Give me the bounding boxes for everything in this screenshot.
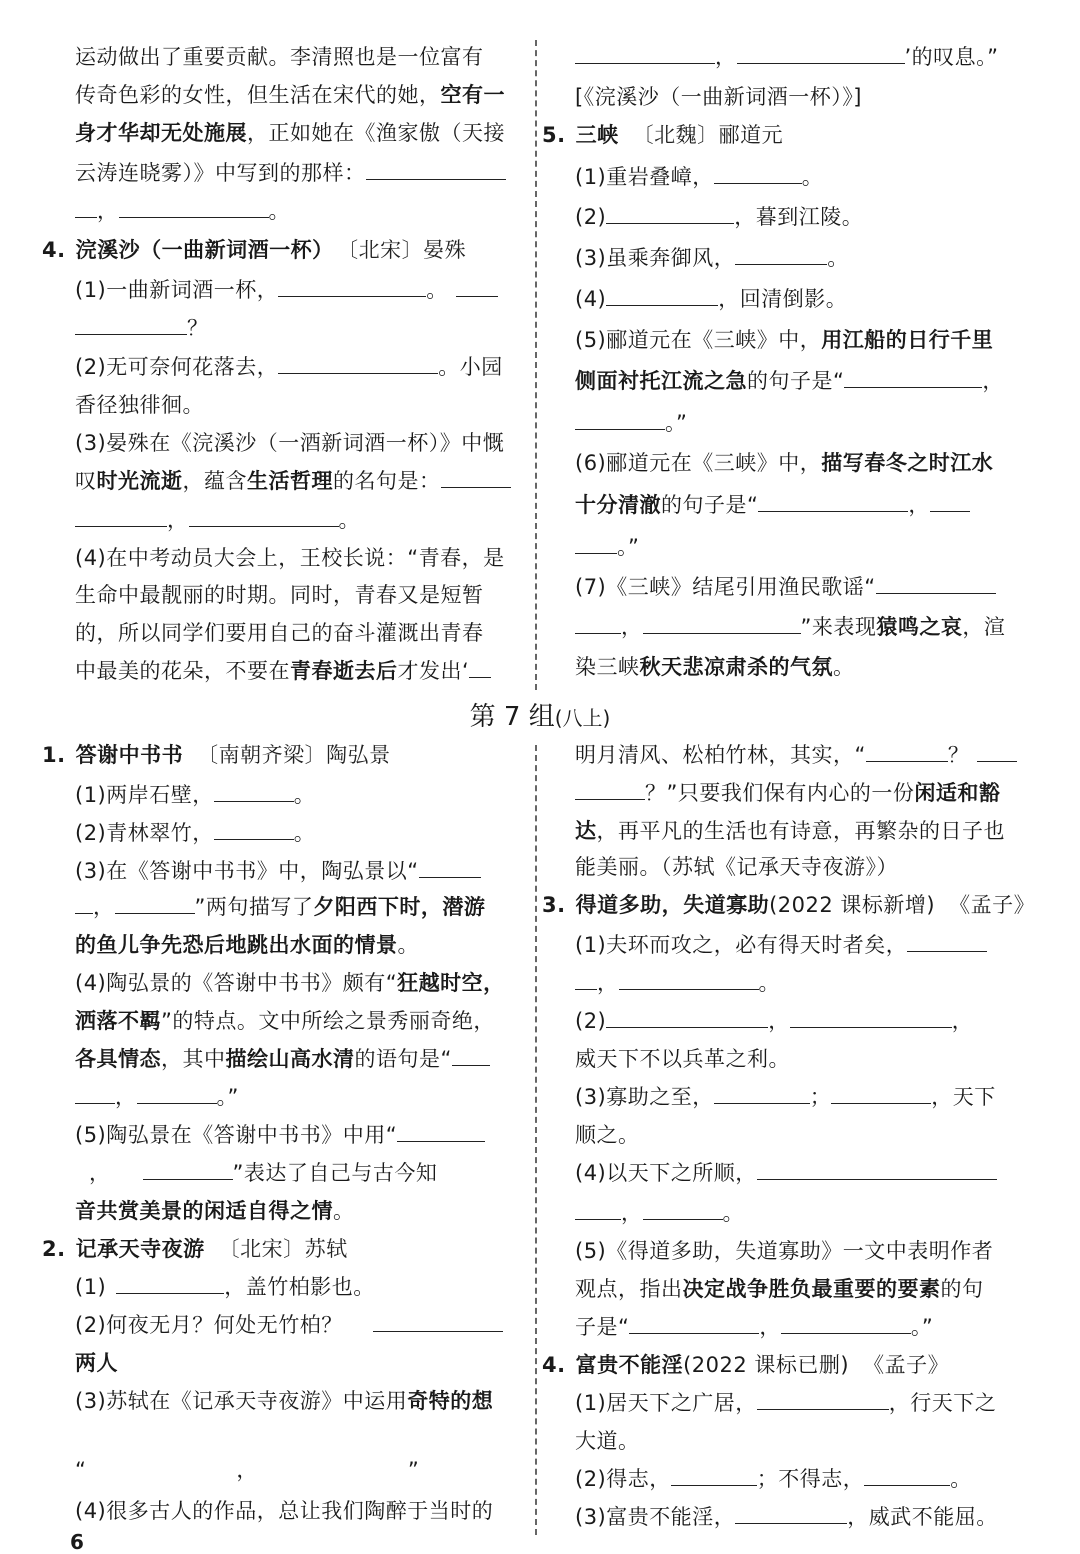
text-line: 身才华却无处施展，正如她在《渔家傲（天接 xyxy=(75,121,505,145)
source-note: [《浣溪沙（一曲新词酒一杯）》] xyxy=(575,85,862,109)
answer-line: 的，所以同学们要用自己的奋斗灌溉出青春 xyxy=(75,621,484,645)
question-1-heading: 1. 答谢中书书 〔南朝齐梁〕陶弘景 xyxy=(42,743,391,767)
text-line: 运动做出了重要贡献。李清照也是一位富有 xyxy=(75,45,484,69)
answer-line: 各具情态，其中描绘山高水清的语句是“ xyxy=(75,1044,490,1074)
answer-line: ， ”来表现猿鸣之哀，渲 xyxy=(575,612,1005,642)
answer-line: (1)一曲新词酒一杯， 。 xyxy=(75,275,498,305)
answer-line: 的鱼儿争先恐后地跳出水面的情景。 xyxy=(75,933,419,957)
text-line: 传奇色彩的女性，但生活在宋代的她，空有一 xyxy=(75,83,505,107)
answer-line: ？”只要我们保有内心的一份闲适和豁 xyxy=(575,778,1000,808)
answer-line: (2) ，暮到江陵。 xyxy=(575,205,864,229)
answer-line: (2)得志， ；不得志， 。 xyxy=(575,1467,972,1491)
answer-line: (1)夫环而攻之，必有得天时者矣， xyxy=(575,930,987,960)
answer-line: (5)陶弘景在《答谢中书书》中用“ xyxy=(75,1120,485,1150)
page-number: 6 xyxy=(70,1530,84,1554)
answer-line: (4)陶弘景的《答谢中书书》颇有“狂越时空， xyxy=(75,971,505,995)
text-line: ， 。 xyxy=(75,196,290,226)
question-4-heading: 4. 浣溪沙（一曲新词酒一杯） 〔北宋〕晏殊 xyxy=(42,238,467,262)
answer-line: 威天下不以兵革之利。 xyxy=(575,1047,790,1071)
answer-line: 音共赏美景的闲适自得之情。 xyxy=(75,1199,355,1223)
text-line: 云涛连晓雾）》中写到的那样： xyxy=(75,158,506,188)
answer-line: 顺之。 xyxy=(575,1123,640,1147)
group-title: 第 7 组(八上) xyxy=(469,702,611,732)
answer-line: (3)晏殊在《浣溪沙（一酒新词酒一杯）》中慨 xyxy=(75,431,505,455)
answer-line: (3)富贵不能淫， ，威武不能屈。 xyxy=(575,1505,998,1529)
answer-line: ， 。 xyxy=(575,1198,744,1228)
answer-line: (3)苏轼在《记承天寺夜游》中运用奇特的想 xyxy=(75,1389,494,1413)
answer-line: 大道。 xyxy=(575,1429,640,1453)
answer-line: (3)虽乘奔御风， 。 xyxy=(575,246,849,270)
answer-line: (1)重岩叠嶂， 。 xyxy=(575,165,824,189)
answer-line: 香径独徘徊。 xyxy=(75,393,204,417)
answer-line: 子是“ ， 。” xyxy=(575,1315,934,1339)
column-divider-top xyxy=(535,40,537,690)
column-divider-bottom xyxy=(535,745,537,1535)
answer-line: (2) ， ， xyxy=(575,1009,974,1033)
answer-line: 两人 xyxy=(75,1351,118,1375)
answer-line: 洒落不羁”的特点。文中所绘之景秀丽奇绝， xyxy=(75,1009,495,1033)
answer-line: (4)很多古人的作品，总让我们陶醉于当时的 xyxy=(75,1499,494,1523)
answer-line: ， ”表达了自己与古今知 xyxy=(89,1161,438,1185)
answer-line: (4)以天下之所顺， xyxy=(575,1158,997,1188)
answer-line: ， 。 xyxy=(575,968,780,998)
question-5-heading: 5. 三峡 〔北魏〕郦道元 xyxy=(542,123,784,147)
answer-line: ， ’的叹息。” xyxy=(575,42,999,72)
answer-line: “ ， ” xyxy=(75,1458,420,1482)
answer-line: (4) ，回清倒影。 xyxy=(575,287,848,311)
answer-line: (2)无可奈何花落去， 。小园 xyxy=(75,355,503,379)
question-4-heading: 4. 富贵不能淫(2022 课标已删) 《孟子》 xyxy=(542,1353,950,1377)
answer-line: 叹时光流逝，蕴含生活哲理的名句是： xyxy=(75,466,511,496)
answer-line: (1)两岸石壁， 。 xyxy=(75,783,316,807)
answer-line: 明月清风、松柏竹林，其实，“ ？ xyxy=(575,740,1017,770)
answer-line: (1) ，盖竹柏影也。 xyxy=(75,1275,375,1299)
answer-line: (5)《得道多助，失道寡助》一文中表明作者 xyxy=(575,1239,994,1263)
answer-line: ？ xyxy=(75,313,209,343)
answer-line: 能美丽。（苏轼《记承天寺夜游》） xyxy=(575,855,898,879)
answer-line: 染三峡秋天悲凉肃杀的气氛。 xyxy=(575,655,855,679)
answer-line: 生命中最靓丽的时期。同时，青春又是短暂 xyxy=(75,583,484,607)
answer-line: 达，再平凡的生活也有诗意，再繁杂的日子也 xyxy=(575,819,1005,843)
answer-line: 。” xyxy=(575,532,639,562)
answer-line: (1)居天下之广居， ，行天下之 xyxy=(575,1391,997,1415)
question-3-heading: 3. 得道多助，失道寡助(2022 课标新增) 《孟子》 xyxy=(542,893,1036,917)
answer-line: (5)郦道元在《三峡》中，用江船的日行千里 xyxy=(575,328,994,352)
question-2-heading: 2. 记承天寺夜游 〔北宋〕苏轼 xyxy=(42,1237,348,1261)
answer-line: (6)郦道元在《三峡》中，描写春冬之时江水 xyxy=(575,451,994,475)
answer-line: ， ”两句描写了夕阳西下时，潜游 xyxy=(75,892,485,922)
answer-line: (2)青林翠竹， 。 xyxy=(75,821,316,845)
answer-line: (2)何夜无月？何处无竹柏？ xyxy=(75,1310,503,1340)
answer-line: ， 。 xyxy=(75,505,360,535)
answer-line: (7)《三峡》结尾引用渔民歌谣“ xyxy=(575,572,996,602)
answer-line: ， 。” xyxy=(75,1082,239,1112)
answer-line: (3)在《答谢中书书》中，陶弘景以“ xyxy=(75,856,481,886)
answer-line: (3)寡助之至， ； ，天下 xyxy=(575,1085,996,1109)
answer-line: 侧面衬托江流之急的句子是“ ， xyxy=(575,369,1004,393)
answer-line: 中最美的花朵，不要在青春逝去后才发出‘ xyxy=(75,656,491,686)
answer-line: 。” xyxy=(575,408,687,438)
answer-line: 观点，指出决定战争胜负最重要的要素的句 xyxy=(575,1277,984,1301)
answer-line: 十分清澈的句子是“ ， xyxy=(575,490,970,520)
answer-line: (4)在中考动员大会上，王校长说：“青春，是 xyxy=(75,546,505,570)
